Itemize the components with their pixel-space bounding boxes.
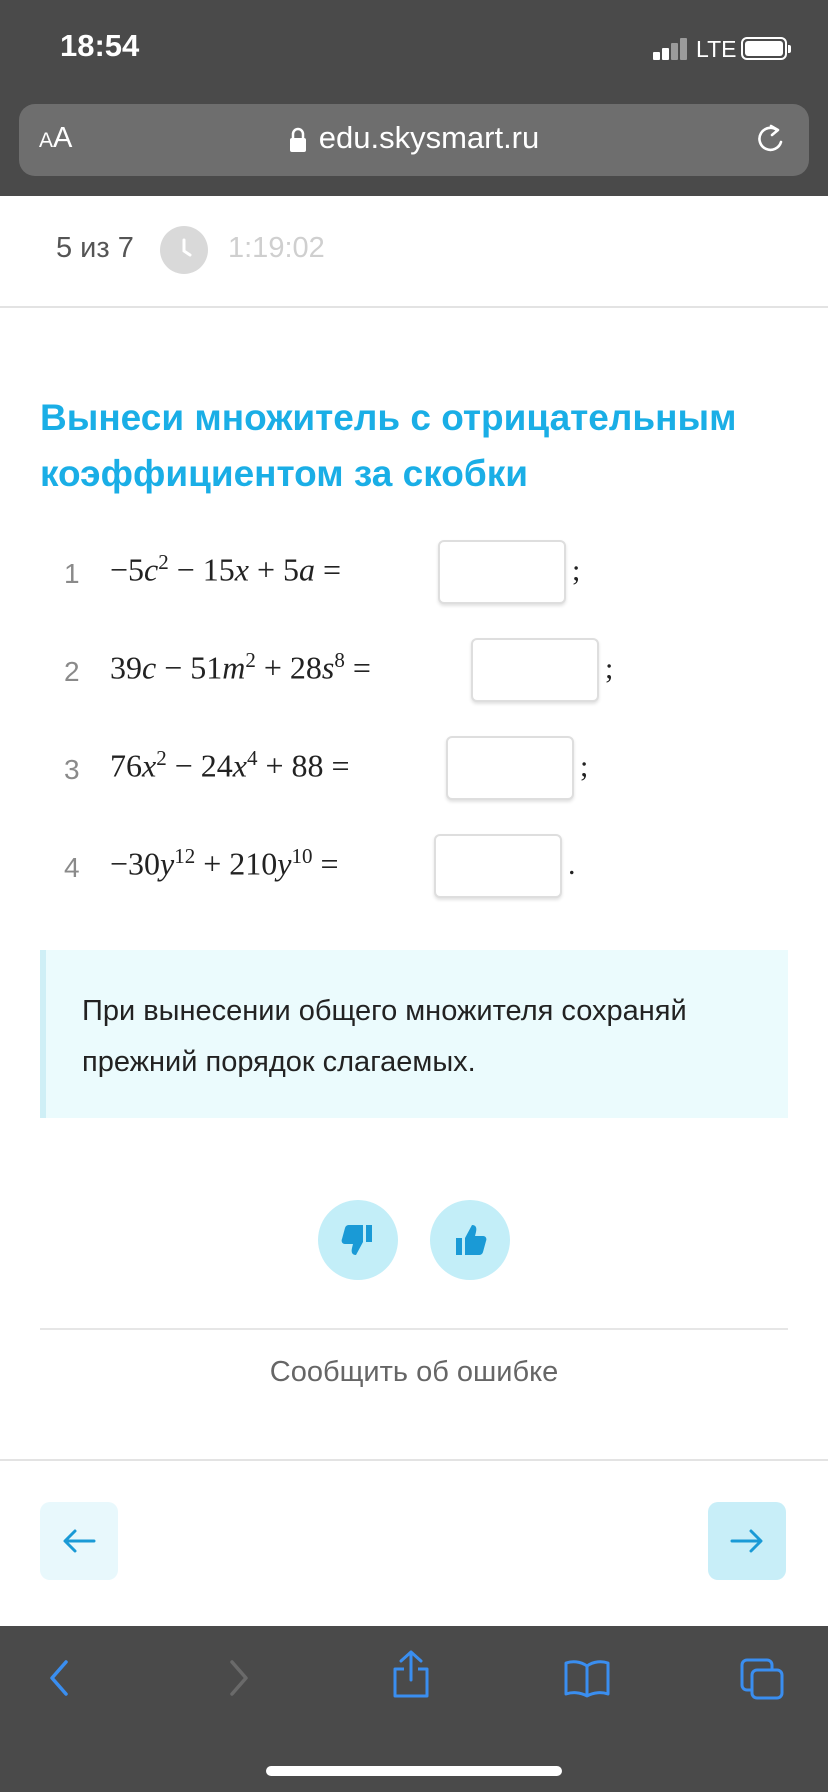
task-row-1 (0, 540, 828, 610)
dislike-button[interactable] (318, 1200, 398, 1280)
task-title: Вынеси множитель с отрицательным коэффициентом за скобки (40, 397, 737, 494)
home-indicator (266, 1766, 562, 1776)
tabs-icon[interactable] (738, 1656, 786, 1702)
arrow-left-icon (60, 1526, 98, 1556)
progress-header (0, 196, 828, 308)
previous-button[interactable] (40, 1502, 118, 1580)
task-number: 3 (64, 754, 80, 785)
back-icon[interactable] (40, 1656, 80, 1700)
bookmarks-icon[interactable] (562, 1656, 612, 1700)
punctuation: ; (580, 750, 589, 783)
math-expression: $76x^2 - 24x^4 + 88$ = (110, 746, 350, 784)
signal-icon (653, 38, 691, 60)
clock-icon (160, 226, 208, 274)
arrow-right-icon (728, 1526, 766, 1556)
task-counter: 5 из 7 (56, 232, 134, 264)
thumbs-down-icon (338, 1220, 378, 1260)
hint-box (40, 950, 788, 1118)
network-type: LTE (696, 36, 737, 62)
answer-input[interactable] (438, 540, 566, 604)
battery-icon (741, 37, 787, 60)
divider (40, 1328, 788, 1330)
like-button[interactable] (430, 1200, 510, 1280)
timer: 1:19:02 (228, 232, 325, 264)
url-text: edu.skysmart.ru (318, 120, 540, 155)
lock-icon (289, 127, 307, 153)
punctuation: . (568, 848, 576, 881)
url-display[interactable] (19, 120, 809, 156)
report-error-link[interactable]: Сообщить об ошибке (269, 1356, 559, 1388)
text-size-large: A (53, 122, 73, 154)
hint-text: При вынесении общего множителя сохраняй прежний порядок слагаемых. (82, 995, 687, 1078)
text-size-small: A (39, 129, 54, 152)
reload-icon[interactable] (753, 122, 787, 158)
punctuation: ; (605, 652, 614, 685)
divider (0, 1459, 828, 1461)
status-bar (0, 0, 828, 196)
share-icon[interactable] (389, 1648, 433, 1700)
task-number: 4 (64, 852, 80, 883)
answer-input[interactable] (471, 638, 599, 702)
next-button[interactable] (708, 1502, 786, 1580)
task-number: 2 (64, 656, 80, 687)
punctuation: ; (572, 554, 581, 587)
answer-input[interactable] (446, 736, 574, 800)
status-time: 18:54 (60, 28, 140, 63)
answer-input[interactable] (434, 834, 562, 898)
task-number: 1 (64, 558, 80, 589)
math-expression: $-5c^2 - 15x + 5a$ = (110, 550, 342, 588)
task-row-3 (0, 736, 828, 806)
task-row-4 (0, 834, 828, 904)
task-row-2 (0, 638, 828, 708)
forward-icon[interactable] (218, 1656, 258, 1700)
browser-toolbar (0, 1626, 828, 1792)
thumbs-up-icon (450, 1220, 490, 1260)
address-bar[interactable] (19, 104, 809, 176)
math-expression: $-30y^{12} + 210y^{10}$ = (110, 844, 339, 882)
math-expression: $39c - 51m^2 + 28s^8$ = (110, 648, 371, 686)
